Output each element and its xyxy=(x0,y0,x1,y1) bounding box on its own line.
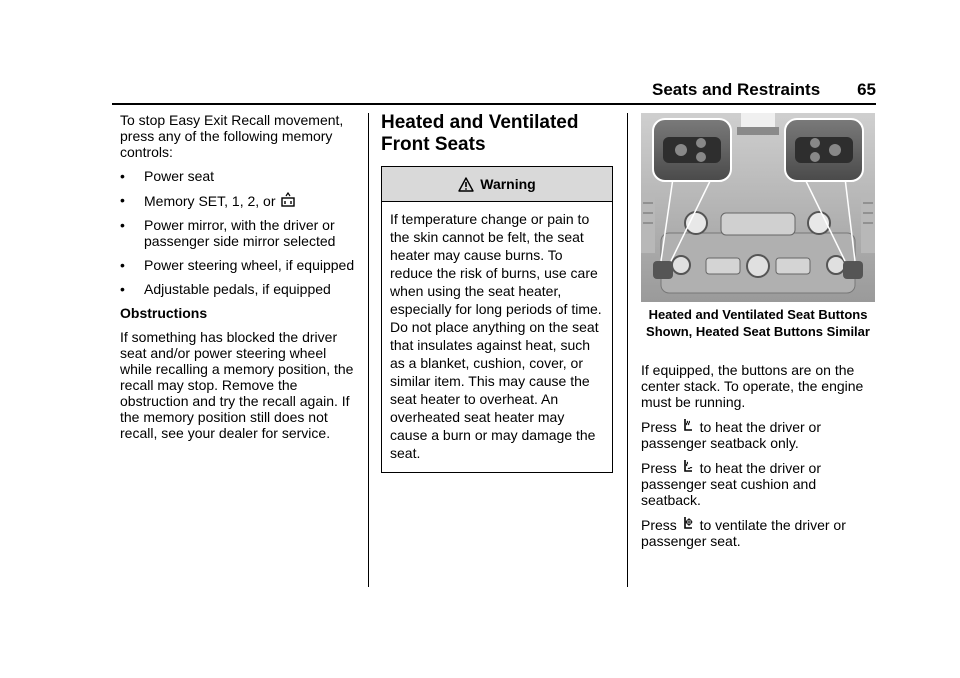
heading-line-2: Front Seats xyxy=(381,134,486,155)
paragraph xyxy=(641,418,875,451)
warning-header xyxy=(382,167,612,202)
heated-seatback-icon xyxy=(682,418,694,434)
paragraph-text: to heat the driver or passenger seatback only. xyxy=(641,419,821,451)
warning-triangle-icon xyxy=(458,177,474,192)
column-3-text xyxy=(641,362,875,557)
list-item-text: Power mirror, with the driver or passenger side mirror selected xyxy=(144,217,336,249)
paragraph-text: to ventilate the driver or passenger seat. xyxy=(641,517,846,549)
bullet-dot: • xyxy=(120,281,125,297)
column-1 xyxy=(120,112,362,449)
page-number: 65 xyxy=(857,80,876,99)
bullet-dot: • xyxy=(120,168,125,184)
column-divider-2 xyxy=(627,113,628,587)
paragraph: If equipped, the buttons are on the center stack. To operate, the engine must be running. xyxy=(641,362,864,410)
list-item xyxy=(120,257,362,273)
press-word: Press xyxy=(641,517,677,533)
obstructions-heading: Obstructions xyxy=(120,305,208,321)
list-item xyxy=(120,168,362,184)
heated-seat-cushion-icon xyxy=(682,459,694,475)
ventilated-seat-icon xyxy=(682,516,694,532)
exit-recall-seat-icon xyxy=(280,192,296,208)
list-item-text: Memory SET, 1, 2, or xyxy=(144,193,276,209)
paragraph-text: to heat the driver or passenger seat cushion and seatback. xyxy=(641,460,821,508)
press-word: Press xyxy=(641,419,677,435)
bullet-dot: • xyxy=(120,257,125,273)
press-word: Press xyxy=(641,460,677,476)
page-header xyxy=(652,80,876,102)
warning-box xyxy=(381,166,613,473)
list-item xyxy=(120,192,362,209)
photo-caption: Heated and Ventilated Seat Buttons Shown, Heated Seat Buttons Similar xyxy=(646,307,870,339)
list-item-text: Power seat xyxy=(144,168,215,184)
list-item-text: Adjustable pedals, if equipped xyxy=(144,281,331,297)
section-title: Seats and Restraints xyxy=(652,80,821,99)
intro-text: To stop Easy Exit Recall movement, press any of the following memory controls: xyxy=(120,112,344,160)
column-divider-1 xyxy=(368,113,369,587)
bullet-dot: • xyxy=(120,217,125,233)
warning-text: If temperature change or pain to the skin cannot be felt, the seat heater may cause burns. To reduce the risk of burns, use care when using the seat heater, especially for long periods of time. Do not place anything on the seat that insulates against heat, such as a blanket, cushion, cover, or similar item. This may cause the seat heater to overheat. An overheated seat heater may cause a burn or may damage the seat. xyxy=(390,211,602,461)
heading-line-1: Heated and Ventilated xyxy=(381,112,579,133)
seat-buttons-photo xyxy=(641,113,875,302)
list-item xyxy=(120,217,362,249)
header-rule xyxy=(112,103,876,105)
paragraph xyxy=(641,459,875,508)
section-heading xyxy=(381,112,613,156)
paragraph xyxy=(641,516,875,549)
obstructions-text: If something has blocked the driver seat and/or power steering wheel while recalling a memory position, the recall may stop. Remove the obstruction and try the recall again. If the memory position still does not recall, see your dealer for service. xyxy=(120,329,354,441)
bullet-dot: • xyxy=(120,192,125,208)
warning-title: Warning xyxy=(480,176,536,192)
column-2 xyxy=(381,112,613,473)
list-item-text: Power steering wheel, if equipped xyxy=(144,257,355,273)
list-item xyxy=(120,281,362,297)
